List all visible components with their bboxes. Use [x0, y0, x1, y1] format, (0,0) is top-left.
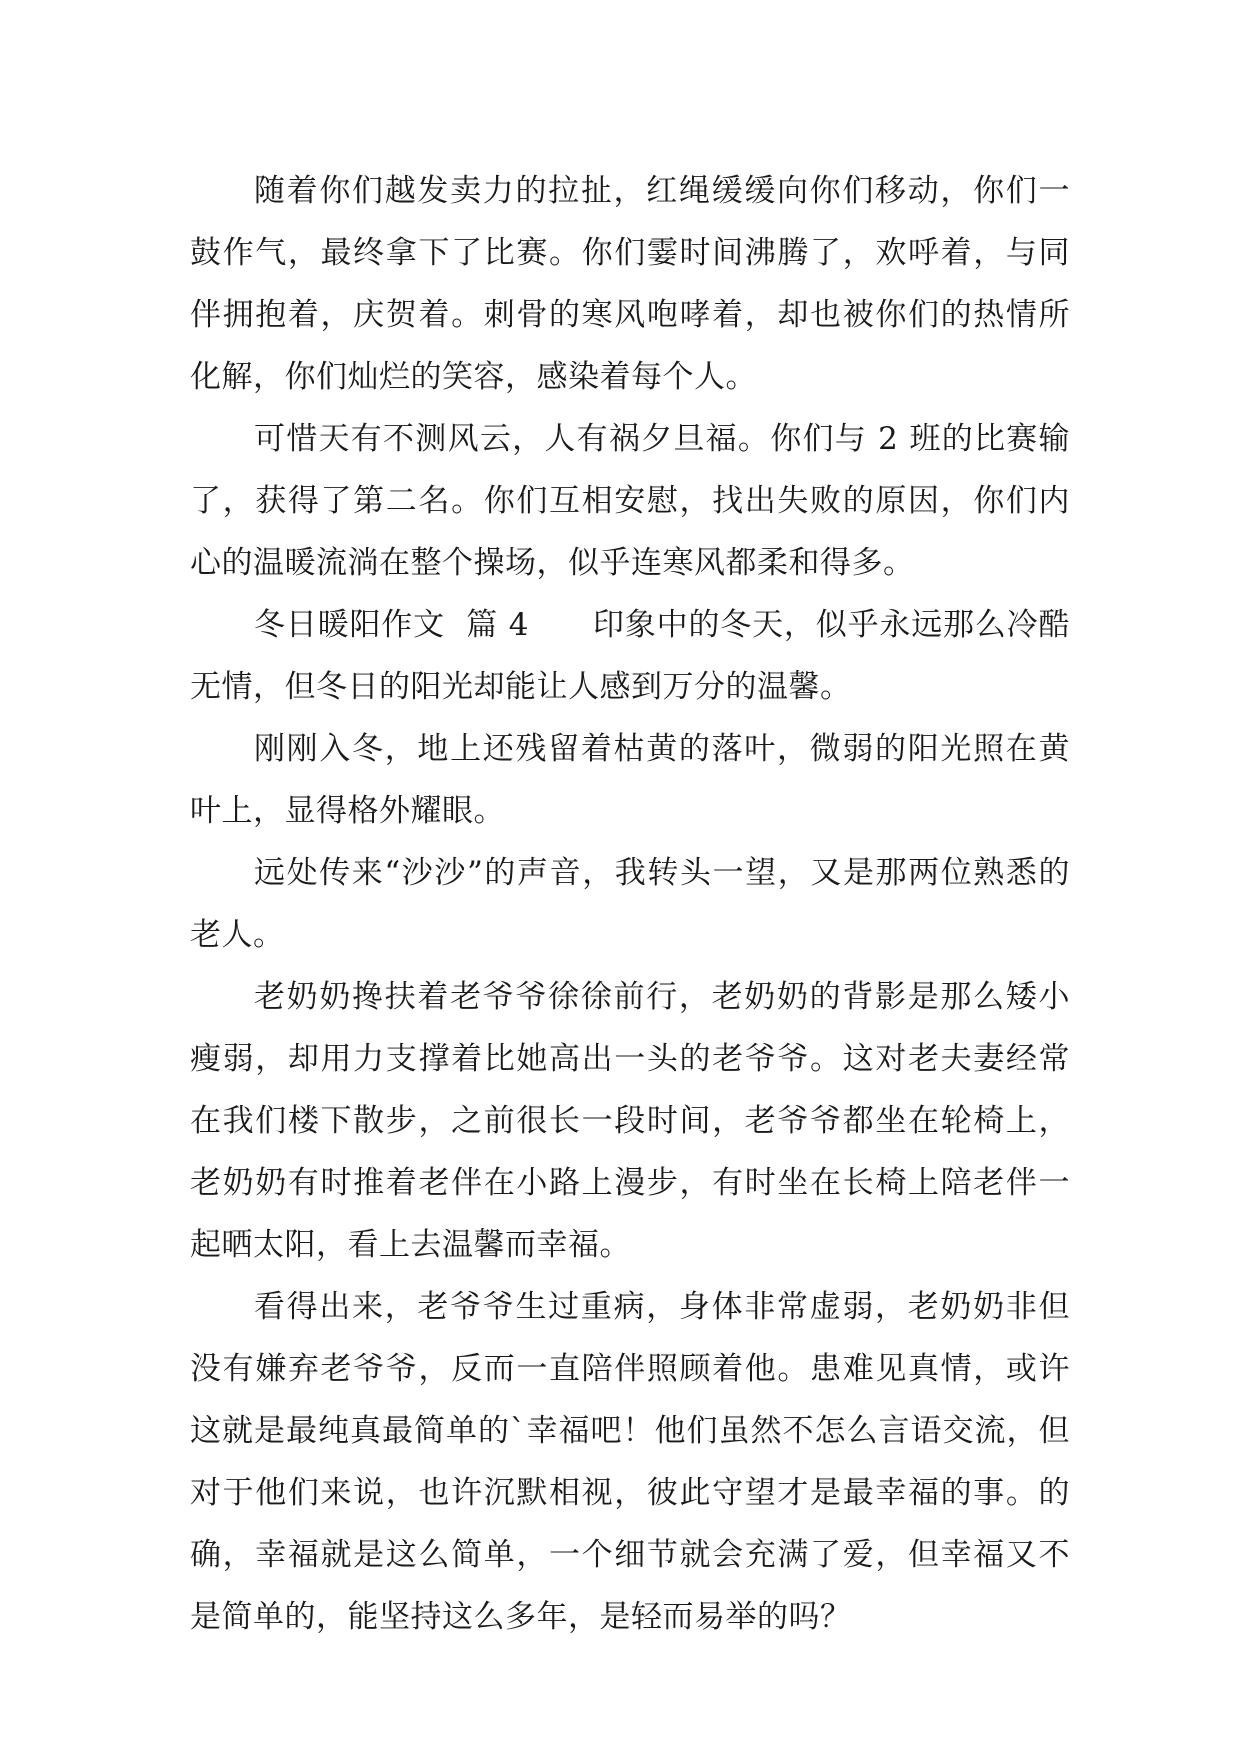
- document-body: [190, 160, 1070, 1648]
- paragraph-7: 看得出来，老爷爷生过重病，身体非常虚弱，老奶奶非但没有嫌弃老爷爷，反而一直陪伴照顾着他。患难见真情，或许这就是最纯真最简单的`幸福吧！他们虽然不怎么言语交流，但对于他们来说，也许沉默相视，彼此守望才是最幸福的事。的确，幸福就是这么简单，一个细节就会充满了爱，但幸福又不是简单的，能坚持这么多年，是轻而易举的吗？: [190, 1289, 1070, 1635]
- paragraph-1: 随着你们越发卖力的拉扯，红绳缓缓向你们移动，你们一鼓作气，最终拿下了比赛。你们霎时间沸腾了，欢呼着，与同伴拥抱着，庆贺着。刺骨的寒风咆哮着，却也被你们的热情所化解，你们灿烂的笑容，感染着每个人。: [190, 173, 1070, 395]
- paragraph-6: 老奶奶搀扶着老爷爷徐徐前行，老奶奶的背影是那么矮小瘦弱，却用力支撑着比她高出一头的老爷爷。这对老夫妻经常在我们楼下散步，之前很长一段时间，老爷爷都坐在轮椅上，老奶奶有时推着老伴在小路上漫步，有时坐在长椅上陪老伴一起晒太阳，看上去温馨而幸福。: [190, 979, 1070, 1263]
- paragraph-2: 可惜天有不测风云，人有祸夕旦福。你们与 2 班的比赛输了，获得了第二名。你们互相安慰，找出失败的原因，你们内心的温暖流淌在整个操场，似乎连寒风都柔和得多。: [190, 421, 1070, 581]
- paragraph-3: 冬日暖阳作文 篇 4 印象中的冬天，似乎永远那么冷酷无情，但冬日的阳光却能让人感到万分的温馨。: [190, 607, 1070, 705]
- paragraph-5: 远处传来“沙沙”的声音，我转头一望，又是那两位熟悉的老人。: [190, 855, 1070, 953]
- paragraph-4: 刚刚入冬，地上还残留着枯黄的落叶，微弱的阳光照在黄叶上，显得格外耀眼。: [190, 731, 1070, 829]
